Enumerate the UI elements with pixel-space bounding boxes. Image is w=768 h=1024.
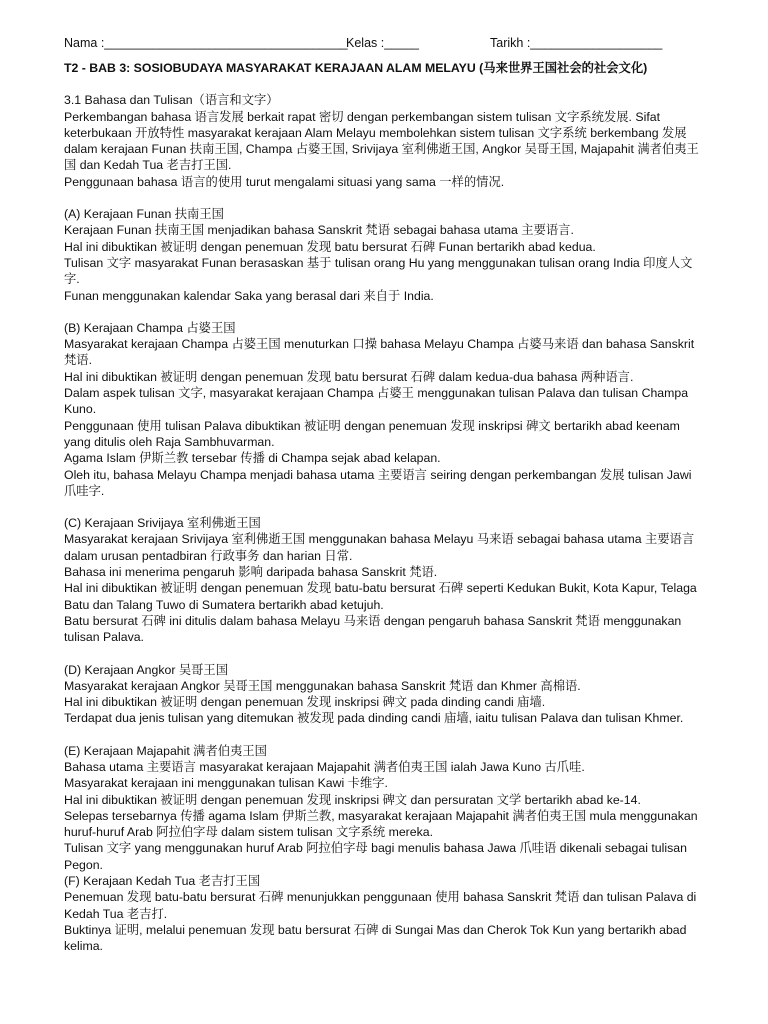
paragraph: Penemuan 发现 batu-batu bersurat 石碑 menunjukkan penggunaan 使用 bahasa Sanskrit 梵语 dan tulisan Palava di Kedah Tua 老吉打. xyxy=(64,890,697,921)
document-body xyxy=(64,60,704,955)
section-kedah-tua xyxy=(64,873,704,954)
student-info-header xyxy=(64,36,704,54)
section-heading: (E) Kerajaan Majapahit 满者伯夷王国 xyxy=(64,743,267,758)
class-field[interactable]: Kelas :_____ xyxy=(346,36,419,50)
paragraph: Hal ini dibuktikan 被证明 dengan penemuan 发现 batu bersurat 石碑 dalam kedua-dua bahasa 两种语言. xyxy=(64,369,634,384)
paragraph: Perkembangan bahasa 语言发展 berkait rapat 密切 dengan perkembangan sistem tulisan 文字系统发展. Sifat keterbukaan 开放特性 masyarakat kerajaan Alam Melayu membolehkan sistem tulisan 文字系统 berkembang 发展 dalam kerajaan Funan 扶南王国, Champa 占婆王国, Srivijaya 室利佛逝王国, Angkor 吴哥王国, Majapahit 满者伯夷王国 dan Kedah Tua 老吉打王国. xyxy=(64,109,699,173)
paragraph: Hal ini dibuktikan 被证明 dengan penemuan 发现 batu-batu bersurat 石碑 seperti Kedukan Bukit, Kota Kapur, Telaga Batu dan Talang Tuwo di Sumatera bertarikh abad ketujuh. xyxy=(64,581,697,612)
section-heading: (B) Kerajaan Champa 占婆王国 xyxy=(64,320,236,335)
paragraph: Masyarakat kerajaan Srivijaya 室利佛逝王国 menggunakan bahasa Melayu 马来语 sebagai bahasa utama 主要语言 dalam urusan pentadbiran 行政事务 dan harian 日常. xyxy=(64,532,695,563)
paragraph: Tulisan 文字 yang menggunakan huruf Arab 阿拉伯字母 bagi menulis bahasa Jawa 爪哇语 dikenali sebagai tulisan Pegon. xyxy=(64,841,687,872)
paragraph: Tulisan 文字 masyarakat Funan berasaskan 基于 tulisan orang Hu yang menggunakan tulisan orang India 印度人文字. xyxy=(64,255,693,287)
paragraph: Dalam aspek tulisan 文字, masyarakat kerajaan Champa 占婆王 menggunakan tulisan Palava dan tulisan Champa Kuno. xyxy=(64,386,689,417)
section-majapahit xyxy=(64,743,704,873)
paragraph: Masyarakat kerajaan Angkor 吴哥王国 menggunakan bahasa Sanskrit 梵语 dan Khmer 高棉语. xyxy=(64,678,581,693)
name-field[interactable]: Nama :___________________________________ xyxy=(64,36,348,50)
paragraph: Masyarakat kerajaan Champa 占婆王国 menuturkan 口操 bahasa Melayu Champa 占婆马来语 dan bahasa Sanskrit 梵语. xyxy=(64,337,695,368)
paragraph: Batu bersurat 石碑 ini ditulis dalam bahasa Melayu 马来语 dengan pengaruh bahasa Sanskrit 梵语 menggunakan tulisan Palava. xyxy=(64,613,682,645)
paragraph: Penggunaan bahasa 语言的使用 turut mengalami situasi yang sama 一样的情况. xyxy=(64,174,505,189)
paragraph: Hal ini dibuktikan 被证明 dengan penemuan 发现 inskripsi 碑文 dan persuratan 文学 bertarikh abad ke-14. xyxy=(64,792,641,807)
section-heading: (C) Kerajaan Srivijaya 室利佛逝王国 xyxy=(64,516,261,531)
paragraph: Bahasa utama 主要语言 masyarakat kerajaan Majapahit 满者伯夷王国 ialah Jawa Kuno 古爪哇. xyxy=(64,759,585,774)
paragraph: Penggunaan 使用 tulisan Palava dibuktikan 被证明 dengan penemuan 发现 inskripsi 碑文 bertarikh abad keenam yang ditulis oleh Raja Sambhuvarman. xyxy=(64,418,680,449)
section-heading: (A) Kerajaan Funan 扶南王国 xyxy=(64,207,224,222)
paragraph: Terdapat dua jenis tulisan yang ditemukan 被发现 pada dinding candi 庙墙, iaitu tulisan Palava dan tulisan Khmer. xyxy=(64,711,684,726)
section-heading: (D) Kerajaan Angkor 吴哥王国 xyxy=(64,662,229,677)
paragraph: Selepas tersebarnya 传播 agama Islam 伊斯兰教, masyarakat kerajaan Majapahit 满者伯夷王国 mula menggunakan huruf-huruf Arab 阿拉伯字母 dalam sistem tulisan 文字系统 mereka. xyxy=(64,808,698,840)
paragraph: Agama Islam 伊斯兰教 tersebar 传播 di Champa sejak abad kelapan. xyxy=(64,451,441,466)
paragraph: Hal ini dibuktikan 被证明 dengan penemuan 发现 inskripsi 碑文 pada dinding candi 庙墙. xyxy=(64,695,546,710)
section-heading: 3.1 Bahasa dan Tulisan（语言和文字） xyxy=(64,93,279,108)
section-bahasa-tulisan xyxy=(64,92,704,190)
paragraph: Funan menggunakan kalendar Saka yang berasal dari 来自于 India. xyxy=(64,288,434,303)
paragraph: Buktinya 证明, melalui penemuan 发现 batu bersurat 石碑 di Sungai Mas dan Cherok Tok Kun yang bertarikh abad kelima. xyxy=(64,922,687,954)
page-title: T2 - BAB 3: SOSIOBUDAYA MASYARAKAT KERAJAAN ALAM MELAYU (马来世界王国社会的社会文化) xyxy=(64,61,648,75)
paragraph: Hal ini dibuktikan 被证明 dengan penemuan 发现 batu bersurat 石碑 Funan bertarikh abad kedua. xyxy=(64,239,596,254)
paragraph: Bahasa ini menerima pengaruh 影响 daripada bahasa Sanskrit 梵语. xyxy=(64,565,438,580)
paragraph: Oleh itu, bahasa Melayu Champa menjadi bahasa utama 主要语言 seiring dengan perkembangan 发展 tulisan Jawi 爪哇字. xyxy=(64,467,692,498)
section-srivijaya xyxy=(64,515,704,645)
section-champa xyxy=(64,320,704,499)
section-funan xyxy=(64,206,704,304)
section-angkor xyxy=(64,662,704,727)
date-field[interactable]: Tarikh :___________________ xyxy=(490,36,663,50)
paragraph: Kerajaan Funan 扶南王国 menjadikan bahasa Sanskrit 梵语 sebagai bahasa utama 主要语言. xyxy=(64,223,574,238)
section-heading: (F) Kerajaan Kedah Tua 老吉打王国 xyxy=(64,874,261,889)
paragraph: Masyarakat kerajaan ini menggunakan tulisan Kawi 卡维字. xyxy=(64,776,388,791)
